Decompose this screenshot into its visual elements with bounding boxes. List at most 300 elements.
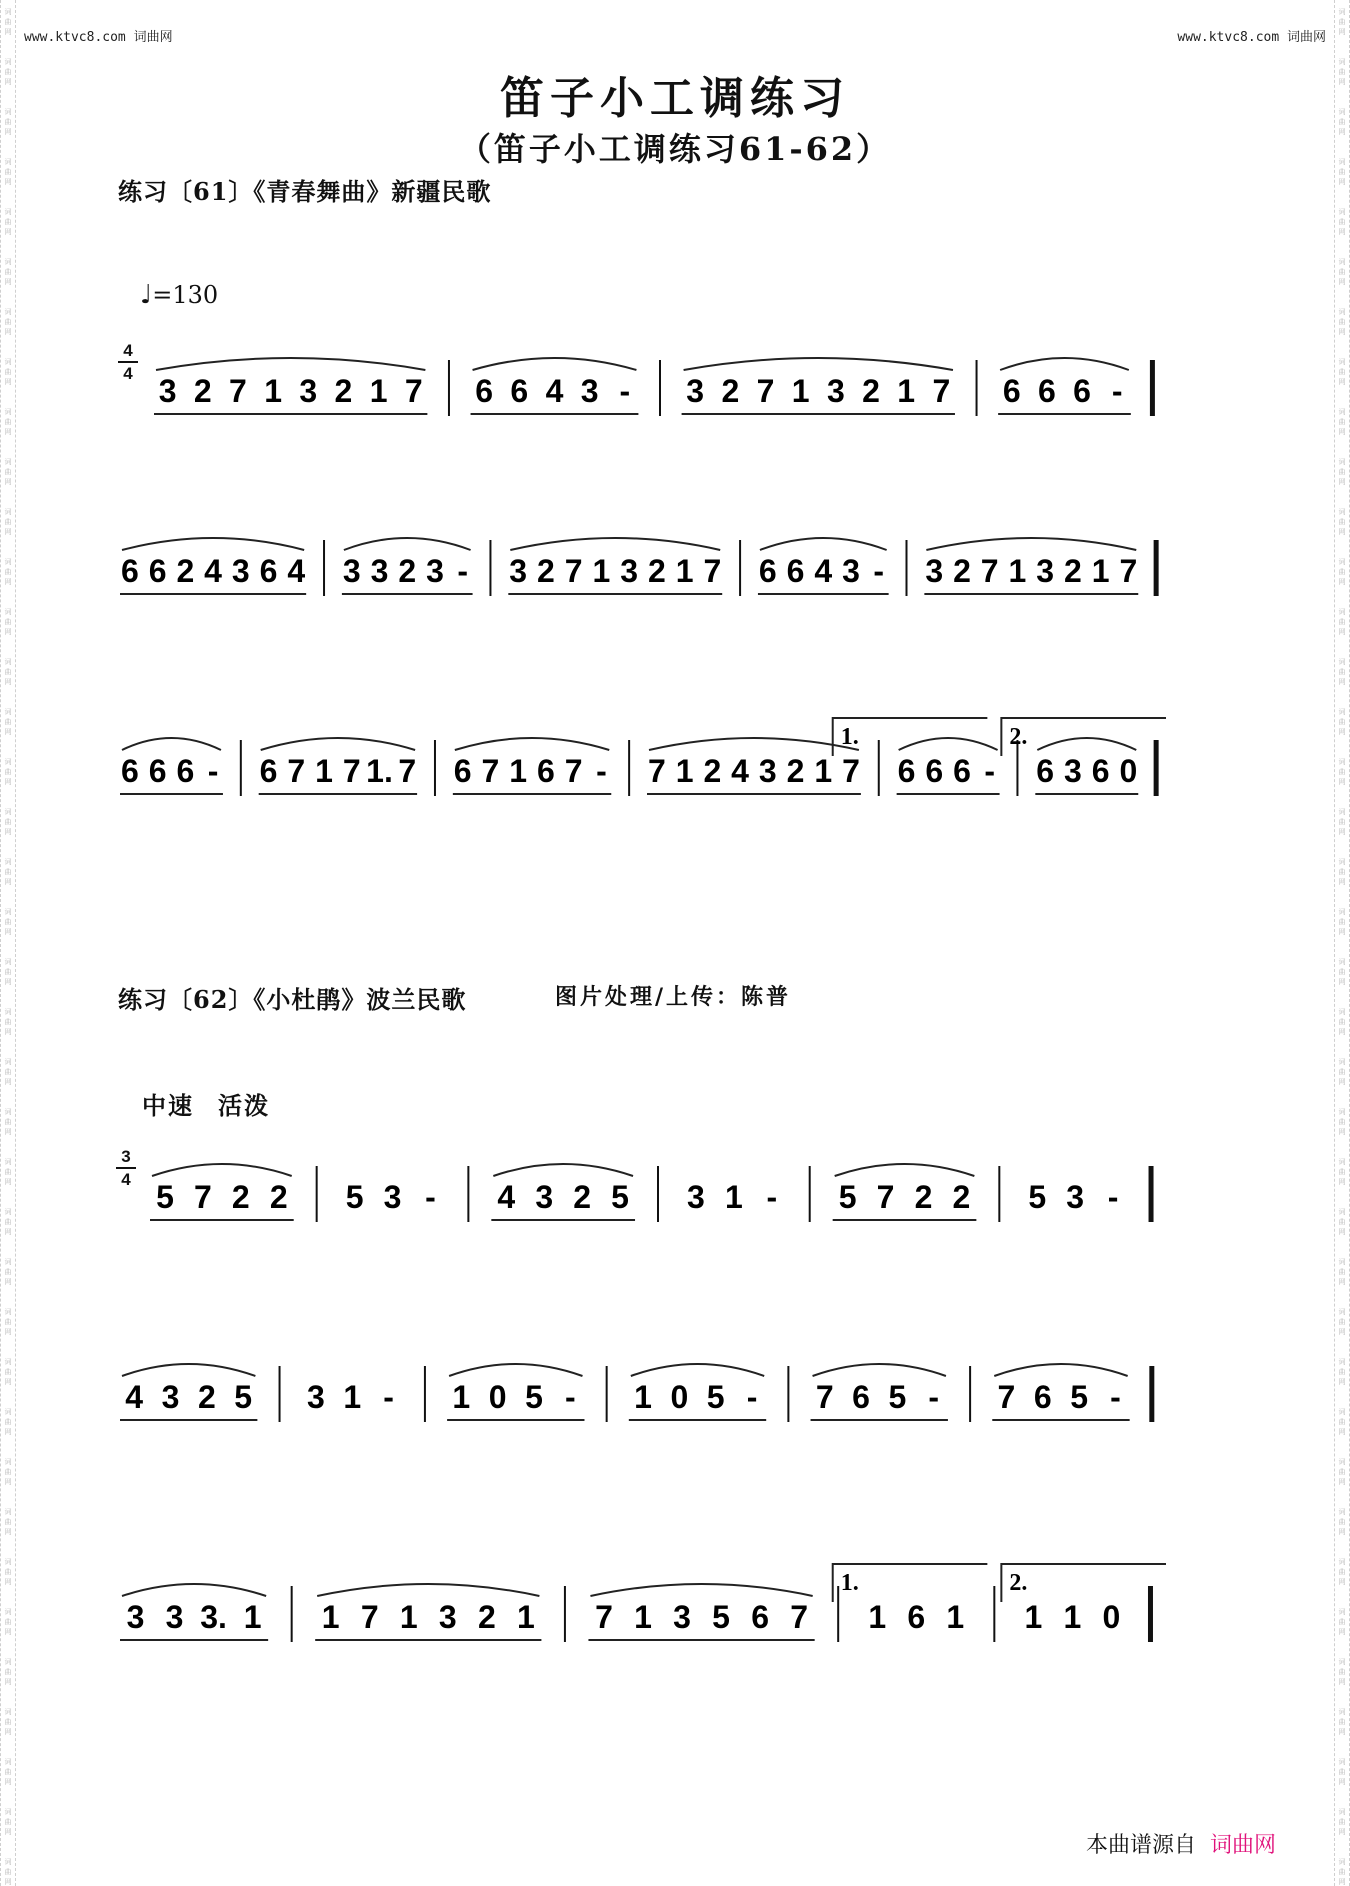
watermark-char: 词 [4,108,12,116]
measure [342,538,491,596]
watermark-char: 网 [1338,128,1346,136]
slur-arc [1037,738,1136,750]
note-symbol: 6 [751,1599,770,1635]
note-symbol: 6 [1037,373,1056,409]
note-symbol: 3 [306,1379,325,1415]
slur-arc [152,1164,292,1176]
watermark-char: 曲 [4,1618,12,1626]
measure [811,1364,971,1422]
watermark-char: 曲 [4,1218,12,1226]
watermark-char: 曲 [1338,418,1346,426]
watermark-char: 曲 [4,1718,12,1726]
watermark-char: 网 [1338,1578,1346,1586]
watermark-char: 曲 [1338,1468,1346,1476]
note-symbol: 3 [299,373,318,409]
slur-arc [317,1584,539,1596]
note-symbol: 5 [611,1179,629,1215]
watermark-char: 曲 [1338,1718,1346,1726]
watermark-char: 词 [1338,308,1346,316]
watermark-char: 词 [1338,908,1346,916]
watermark-char: 网 [4,78,12,86]
note-symbol: 6 [1073,373,1091,409]
note-symbol: 1 [946,1599,965,1635]
watermark-char: 词 [4,358,12,366]
measure [120,1584,292,1642]
note-symbol: 1 [399,1599,418,1635]
note-symbol: 3 [509,553,528,589]
watermark-char: 网 [4,1378,12,1386]
measure [453,738,629,796]
watermark-char: 网 [1338,828,1346,836]
watermark-char: 词 [1338,408,1346,416]
note-symbol: 6 [453,753,472,789]
note-symbol: 3 [686,373,705,409]
watermark-char: 网 [1338,1628,1346,1636]
watermark-char: 曲 [4,1268,12,1276]
time-sig-bottom: 4 [121,1170,131,1189]
watermark-char: 曲 [1338,468,1346,476]
note-symbol: 7 [980,553,999,589]
note-symbol: 1 [264,373,283,409]
watermark-char: 网 [4,1728,12,1736]
footer-source-label: 本曲谱源自 [1085,1833,1196,1858]
note-symbol: 6 [510,373,529,409]
measure [120,538,324,596]
watermark-char: 曲 [4,418,12,426]
watermark-char: 词 [1338,458,1346,466]
note-symbol: 7 [595,1599,613,1635]
watermark-char: 网 [1338,678,1346,686]
watermark-char: 曲 [4,568,12,576]
page-title: 笛子小工调练习 [500,73,850,124]
watermark-char: 词 [4,558,12,566]
exercise-61-line-1 [0,330,1350,450]
exercise-62-heading: 练习〔62〕《小杜鹃》波兰民歌 [118,985,467,1014]
watermark-char: 网 [1338,728,1346,736]
watermark-char: 词 [4,1408,12,1416]
watermark-char: 网 [4,478,12,486]
note-symbol: 1 [243,1599,262,1635]
watermark-char: 网 [4,878,12,886]
watermark-char: 词 [4,58,12,66]
measure [315,1584,565,1642]
note-symbol: 2 [952,1179,971,1215]
watermark-char: 曲 [1338,1268,1346,1276]
watermark-char: 曲 [1338,518,1346,526]
note-symbol: - [1111,373,1123,409]
time-sig-bottom: 4 [123,364,133,383]
note-symbol: 1 [724,1179,743,1215]
watermark-char: 曲 [1338,1218,1346,1226]
staff-svg [0,1336,1350,1456]
watermark-char: 网 [1338,578,1346,586]
note-symbol: 6 [148,753,167,789]
measure [447,1364,607,1422]
note-symbol: 3 [1064,753,1082,789]
note-symbol: 4 [125,1379,144,1415]
watermark-char: 曲 [4,1518,12,1526]
watermark-char: 曲 [1338,118,1346,126]
slur-arc [261,738,415,750]
note-symbol: 2 [1064,553,1082,589]
watermark-char: 词 [1338,1508,1346,1516]
watermark-char: 曲 [4,68,12,76]
watermark-char: 网 [1338,1178,1346,1186]
slur-arc [760,538,887,550]
watermark-char: 词 [4,308,12,316]
note-symbol: 2 [914,1179,933,1215]
watermark-char: 曲 [1338,1418,1346,1426]
watermark-char: 网 [1338,178,1346,186]
note-symbol: 6 [1036,753,1055,789]
slur-arc [1000,358,1129,370]
watermark-char: 曲 [1338,918,1346,926]
note-symbol: - [619,373,631,409]
note-symbol: 3 [580,373,599,409]
watermark-char: 词 [1338,1408,1346,1416]
note-symbol: 7 [647,753,666,789]
watermark-char: 词 [4,1108,12,1116]
note-symbol: 1 [634,1599,652,1635]
note-symbol: 7 [360,1599,379,1635]
watermark-char: 曲 [1338,1818,1346,1826]
watermark-char: 曲 [1338,968,1346,976]
watermark-char: 网 [1338,278,1346,286]
note-symbol: 1 [1024,1599,1043,1635]
watermark-char: 词 [4,408,12,416]
slur-arc [122,538,304,550]
note-symbol: 1 [369,373,388,409]
watermark-char: 网 [4,1228,12,1236]
watermark-char: 词 [4,1458,12,1466]
watermark-char: 网 [1338,228,1346,236]
note-symbol: 1 [452,1379,471,1415]
note-symbol: 7 [756,373,775,409]
note-symbol: 2 [703,753,722,789]
watermark-char: 曲 [4,318,12,326]
watermark-char: 网 [4,1328,12,1336]
note-symbol: 6 [758,553,777,589]
time-sig-top: 4 [123,341,133,360]
watermark-char: 网 [1338,1028,1346,1036]
exercise-61-heading: 练习〔61〕《青春舞曲》新疆民歌 [118,177,492,206]
watermark-char: 网 [1338,78,1346,86]
watermark-char: 网 [1338,1278,1346,1286]
slur-arc [493,1164,633,1176]
watermark-char: 词 [4,1208,12,1216]
note-symbol: 5 [345,1179,364,1215]
watermark-char: 曲 [1338,1168,1346,1176]
watermark-char: 网 [1338,1378,1346,1386]
exercise-62-line-3 [0,1556,1350,1676]
watermark-char: 词 [1338,1308,1346,1316]
watermark-char: 曲 [1338,618,1346,626]
watermark-char: 词 [4,458,12,466]
note-symbol: 1 [592,553,611,589]
note-symbol: 3 [158,373,177,409]
tempo-value: =130 [152,281,219,309]
watermark-char: 网 [4,28,12,36]
watermark-char: 词 [1338,1008,1346,1016]
watermark-char: 词 [1338,1058,1346,1066]
note-symbol: 6 [120,553,139,589]
watermark-char: 曲 [1338,368,1346,376]
slur-arc [813,1364,946,1376]
note-symbol: 2 [862,373,880,409]
watermark-char: 曲 [1338,1768,1346,1776]
watermark-char: 词 [4,508,12,516]
watermark-char: 网 [4,778,12,786]
watermark-char: 曲 [4,268,12,276]
note-symbol: 6 [1033,1379,1052,1415]
tempo-character: 活泼 [218,1091,270,1120]
note-symbol: 7 [287,753,306,789]
note-symbol: 3 [383,1179,402,1215]
watermark-char: 词 [4,1158,12,1166]
note-symbol: 5 [888,1379,907,1415]
watermark-char: 曲 [1338,218,1346,226]
note-symbol: 6 [953,753,971,789]
watermark-char: 网 [4,1678,12,1686]
watermark-char: 网 [4,228,12,236]
watermark-char: 网 [4,528,12,536]
note-symbol: 3. [200,1599,227,1635]
watermark-char: 网 [4,1078,12,1086]
note-symbol: 3 [426,553,444,589]
slur-arc [344,538,471,550]
measure [259,738,435,796]
watermark-char: 网 [1338,1428,1346,1436]
note-symbol: 6 [852,1379,870,1415]
watermark-char: 曲 [1338,818,1346,826]
watermark-char: 词 [1338,558,1346,566]
watermark-char: 词 [4,858,12,866]
watermark-char: 曲 [4,1368,12,1376]
note-symbol: 0 [1119,753,1138,789]
header-site-right[interactable]: www.ktvc8.com 词曲网 [1177,30,1326,45]
watermark-char: 网 [4,1778,12,1786]
measure [758,538,907,596]
watermark-char: 网 [4,128,12,136]
watermark-char: 曲 [1338,18,1346,26]
watermark-char: 网 [1338,1128,1346,1136]
watermark-char: 曲 [4,668,12,676]
watermark-char: 曲 [4,368,12,376]
note-symbol: 7 [703,553,722,589]
watermark-char: 词 [4,1858,12,1866]
exercise-61-line-3 [0,710,1350,830]
watermark-char: 词 [1338,358,1346,366]
page-subtitle: （笛子小工调练习61-62） [458,130,892,168]
note-symbol: 3 [370,553,389,589]
note-symbol: 2 [269,1179,288,1215]
watermark-char: 词 [4,1308,12,1316]
header-site-left[interactable]: www.ktvc8.com 词曲网 [24,30,173,45]
note-symbol: - [457,553,469,589]
note-symbol: 7 [404,373,423,409]
watermark-char: 曲 [1338,318,1346,326]
watermark-char: 网 [1338,1828,1346,1836]
note-symbol: 2 [953,553,971,589]
watermark-char: 曲 [4,1668,12,1676]
note-symbol: 3 [620,553,639,589]
watermark-char: 词 [1338,708,1346,716]
note-symbol: - [207,753,219,789]
note-symbol: 1 [897,373,916,409]
measure [1028,1166,1151,1222]
note-symbol: - [766,1179,778,1215]
watermark-char: 词 [1338,258,1346,266]
note-symbol: 5 [706,1379,725,1415]
note-symbol: 6 [148,553,167,589]
staff-svg [0,1136,1350,1256]
note-symbol: 1 [343,1379,362,1415]
watermark-char: 曲 [4,868,12,876]
watermark-char: 词 [4,808,12,816]
watermark-char: 曲 [4,818,12,826]
watermark-char: 词 [1338,1208,1346,1216]
watermark-char: 曲 [1338,768,1346,776]
watermark-char: 曲 [4,618,12,626]
watermark-char: 词 [1338,508,1346,516]
watermark-char: 网 [4,428,12,436]
note-symbol: 1. [366,753,393,789]
note-symbol: 3 [438,1599,457,1635]
watermark-char: 词 [4,758,12,766]
watermark-char: 曲 [1338,268,1346,276]
note-symbol: 2 [786,753,805,789]
watermark-char: 网 [1338,1228,1346,1236]
watermark-char: 曲 [1338,1668,1346,1676]
measure [491,1164,658,1222]
staff-svg [0,330,1350,450]
note-symbol: 7 [564,553,583,589]
watermark-char: 词 [1338,58,1346,66]
watermark-char: 词 [4,1758,12,1766]
measure [1024,1586,1150,1642]
note-symbol: 6 [1091,753,1110,789]
note-symbol: 2 [573,1179,592,1215]
watermark-char: 曲 [4,218,12,226]
staff-svg [0,1556,1350,1676]
watermark-char: 词 [4,658,12,666]
watermark-char: 网 [1338,28,1346,36]
measure [471,358,660,416]
watermark-char: 词 [4,1508,12,1516]
watermark-char: 网 [1338,378,1346,386]
watermark-char: 网 [4,678,12,686]
watermark-char: 网 [1338,528,1346,536]
watermark-char: 曲 [4,118,12,126]
footer-brand-link[interactable]: 词曲网 [1209,1833,1276,1858]
watermark-char: 词 [4,1708,12,1716]
note-symbol: 3 [342,553,361,589]
exercise-62-line-2 [0,1336,1350,1456]
watermark-char: 网 [1338,778,1346,786]
slur-arc [684,358,953,370]
watermark-char: 曲 [1338,868,1346,876]
watermark-char: 曲 [1338,568,1346,576]
note-symbol: 7 [932,373,951,409]
slur-arc [122,1584,266,1596]
watermark-char: 曲 [4,518,12,526]
note-symbol: 2 [231,1179,250,1215]
watermark-char: 网 [4,1828,12,1836]
note-symbol: 3 [925,553,944,589]
note-symbol: 6 [120,753,139,789]
note-symbol: - [564,1379,576,1415]
note-symbol: 3 [687,1179,705,1215]
measure [998,358,1152,416]
watermark-char: 曲 [1338,1568,1346,1576]
exercise-62-tempo [142,1086,294,1121]
note-symbol: 1 [1008,553,1027,589]
watermark-char: 词 [1338,1858,1346,1866]
note-symbol: 6 [259,753,278,789]
note-symbol: 5 [1028,1179,1047,1215]
note-symbol: - [425,1179,436,1215]
watermark-char: 曲 [4,468,12,476]
watermark-char: 词 [1338,158,1346,166]
watermark-char: 网 [1338,878,1346,886]
staff-svg [0,710,1350,830]
watermark-char: 曲 [4,1468,12,1476]
note-symbol: 7 [997,1379,1016,1415]
measure [120,1364,280,1422]
slur-arc [649,738,859,750]
note-symbol: 6 [925,753,944,789]
note-symbol: 1 [516,1599,535,1635]
note-symbol: - [928,1379,940,1415]
watermark-char: 网 [4,978,12,986]
watermark-char: 词 [4,1258,12,1266]
slur-arc [631,1364,764,1376]
watermark-char: 网 [1338,1328,1346,1336]
watermark-char: 词 [1338,1158,1346,1166]
note-symbol: 5 [838,1179,857,1215]
watermark-char: 曲 [1338,668,1346,676]
measure [307,1366,425,1422]
watermark-char: 曲 [1338,168,1346,176]
note-symbol: 7 [564,753,583,789]
note-symbol: 1 [814,753,833,789]
note-symbol: 5 [712,1599,730,1635]
slur-arc [510,538,720,550]
note-symbol: 7 [481,753,500,789]
note-symbol: - [873,553,885,589]
note-symbol: 4 [814,553,833,589]
watermark-char: 网 [4,728,12,736]
watermark-char: 词 [4,1608,12,1616]
note-symbol: 2 [197,1379,216,1415]
note-symbol: 7 [1119,553,1138,589]
watermark-char: 网 [1338,1728,1346,1736]
note-symbol: 6 [907,1599,926,1635]
quarter-note-icon: ♩ [140,280,153,310]
note-symbol: 3 [826,373,845,409]
note-symbol: - [746,1379,758,1415]
note-symbol: 4 [287,553,306,589]
note-symbol: 1 [315,753,333,789]
watermark-char: 词 [1338,1258,1346,1266]
note-symbol: 2 [193,373,212,409]
watermark-char: 词 [1338,858,1346,866]
watermark-char: 词 [4,1358,12,1366]
slur-arc [122,1364,255,1376]
measure [682,358,977,416]
note-symbol: 2 [477,1599,496,1635]
measure [150,1164,317,1222]
